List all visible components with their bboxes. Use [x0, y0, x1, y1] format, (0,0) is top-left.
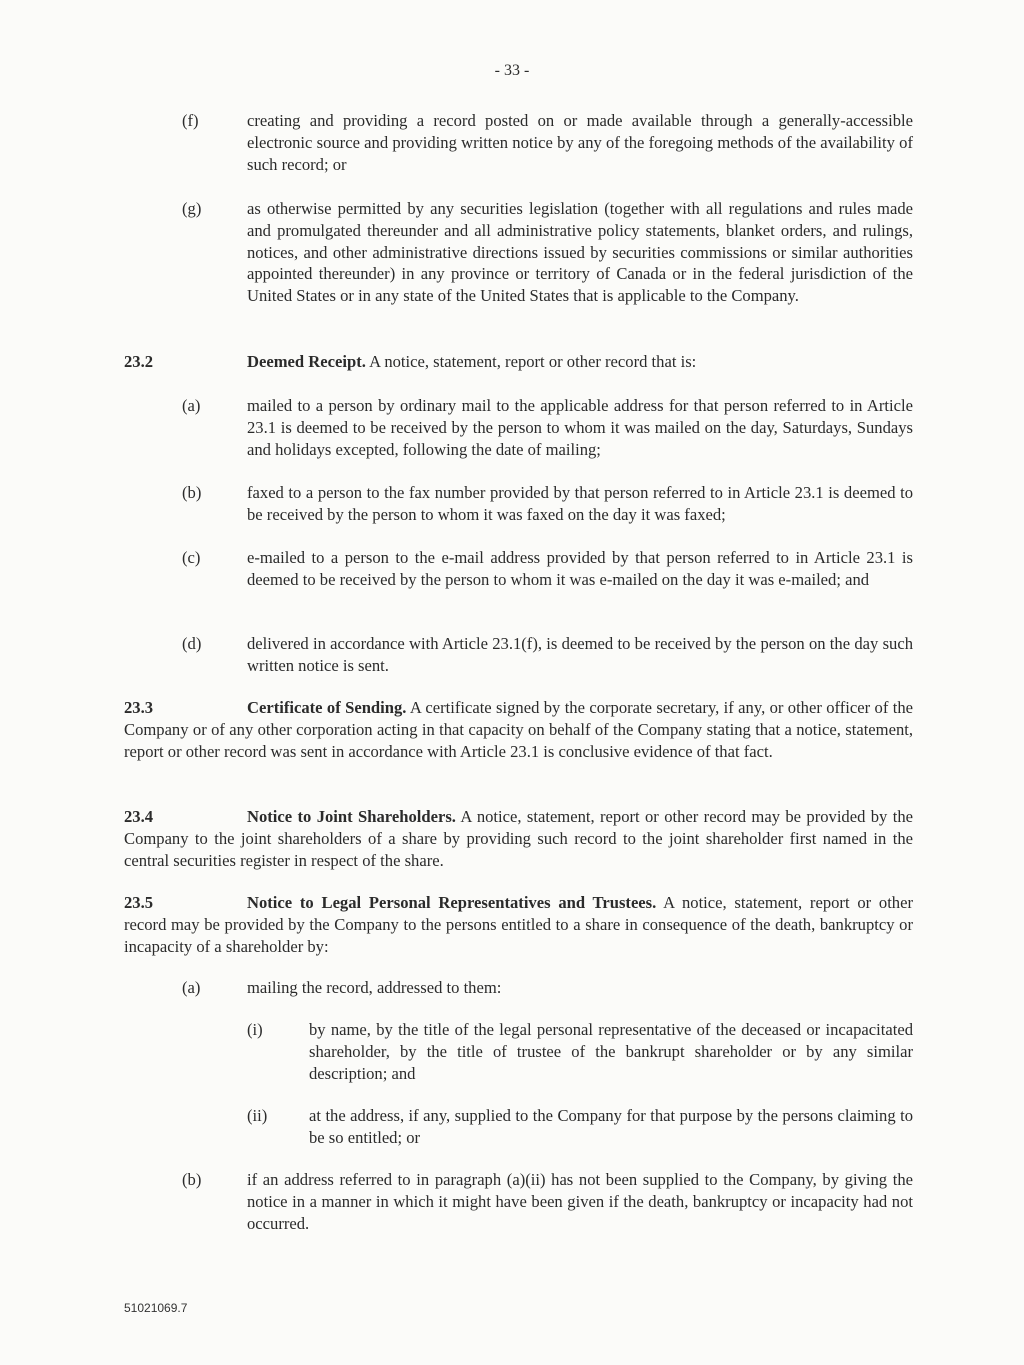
section-title: Notice to Joint Shareholders. — [247, 807, 456, 826]
item-label: (ii) — [247, 1106, 268, 1125]
section-number: 23.4 — [124, 807, 154, 826]
item-label: (d) — [182, 634, 202, 653]
section-title: Certificate of Sending. — [247, 698, 407, 717]
item-label: (b) — [182, 483, 202, 502]
section-23-4 — [124, 806, 913, 871]
section-number: 23.5 — [124, 893, 154, 912]
item-text: at the address, if any, supplied to the Company for that purpose by the persons claiming to be so entitled; or — [309, 1106, 913, 1147]
item-label: (g) — [182, 199, 202, 218]
section-intro: A notice, statement, report or other record that is: — [365, 352, 697, 371]
section-text: A notice, statement, report or other record may be provided by the Company to the persons entitled to a share in consequence of the death, bankruptcy or incapacity of a shareholder by: — [124, 893, 913, 956]
section-title: Notice to Legal Personal Representatives and Trustees. — [247, 893, 657, 912]
item-text: as otherwise permitted by any securities legislation (together with all regulations and rules made and promulgated thereunder and all administrative policy statements, blanket orders, and rulings, notices, and other administrative directions issued by securities commissions or similar authorities appointed thereunder) in any province or territory of Canada or in the federal jurisdiction of the United States or in any state of the United States that is applicable to the Company. — [247, 199, 913, 306]
section-23-2-heading — [247, 351, 913, 373]
section-number: 23.3 — [124, 698, 154, 717]
item-label: (a) — [182, 978, 201, 997]
item-text: by name, by the title of the legal personal representative of the deceased or incapacitated shareholder, by the title of trustee of the bankrupt shareholder or by any similar description; and — [309, 1020, 913, 1083]
item-text: creating and providing a record posted on or made available through a generally-accessible electronic source and providing written notice by any of the foregoing methods of the availability of such record; or — [247, 111, 913, 174]
section-number: 23.2 — [124, 352, 154, 371]
item-label: (i) — [247, 1020, 263, 1039]
document-id-footer: 51021069.7 — [124, 1301, 188, 1315]
item-text: faxed to a person to the fax number provided by that person referred to in Article 23.1 is deemed to be received by the person to whom it was faxed on the day it was faxed; — [247, 483, 913, 524]
item-text: e-mailed to a person to the e-mail address provided by that person referred to in Article 23.1 is deemed to be received by the person to whom it was e-mailed on the day it was e-mailed; and — [247, 548, 913, 589]
item-label: (b) — [182, 1170, 202, 1189]
section-text: A certificate signed by the corporate secretary, if any, or other officer of the Company or of any other corporation acting in that capacity on behalf of the Company stating that a notice, statement, report or other record was sent in accordance with Article 23.1 is conclusive evidence of that fact. — [124, 698, 913, 761]
page-number: - 33 - — [494, 62, 530, 79]
item-label: (a) — [182, 396, 201, 415]
item-text: delivered in accordance with Article 23.1(f), is deemed to be received by the person on the day such written notice is sent. — [247, 634, 913, 675]
section-title: Deemed Receipt. — [247, 352, 366, 371]
section-23-5 — [124, 892, 913, 957]
section-text: A notice, statement, report or other record may be provided by the Company to the joint shareholders of a share by providing such record to the joint shareholder first named in the central securities register in respect of the share. — [124, 807, 913, 870]
section-23-3 — [124, 697, 913, 762]
item-label: (f) — [182, 111, 199, 130]
item-text: mailed to a person by ordinary mail to the applicable address for that person referred to in Article 23.1 is deemed to be received by the person to whom it was mailed on the day, Saturdays, Sundays and holidays excepted, following the date of mailing; — [247, 396, 913, 459]
item-label: (c) — [182, 548, 201, 567]
item-text: if an address referred to in paragraph (a)(ii) has not been supplied to the Company, by giving the notice in a manner in which it might have been given if the death, bankruptcy or incapacity had not occurred. — [247, 1170, 913, 1233]
item-text: mailing the record, addressed to them: — [247, 978, 502, 997]
